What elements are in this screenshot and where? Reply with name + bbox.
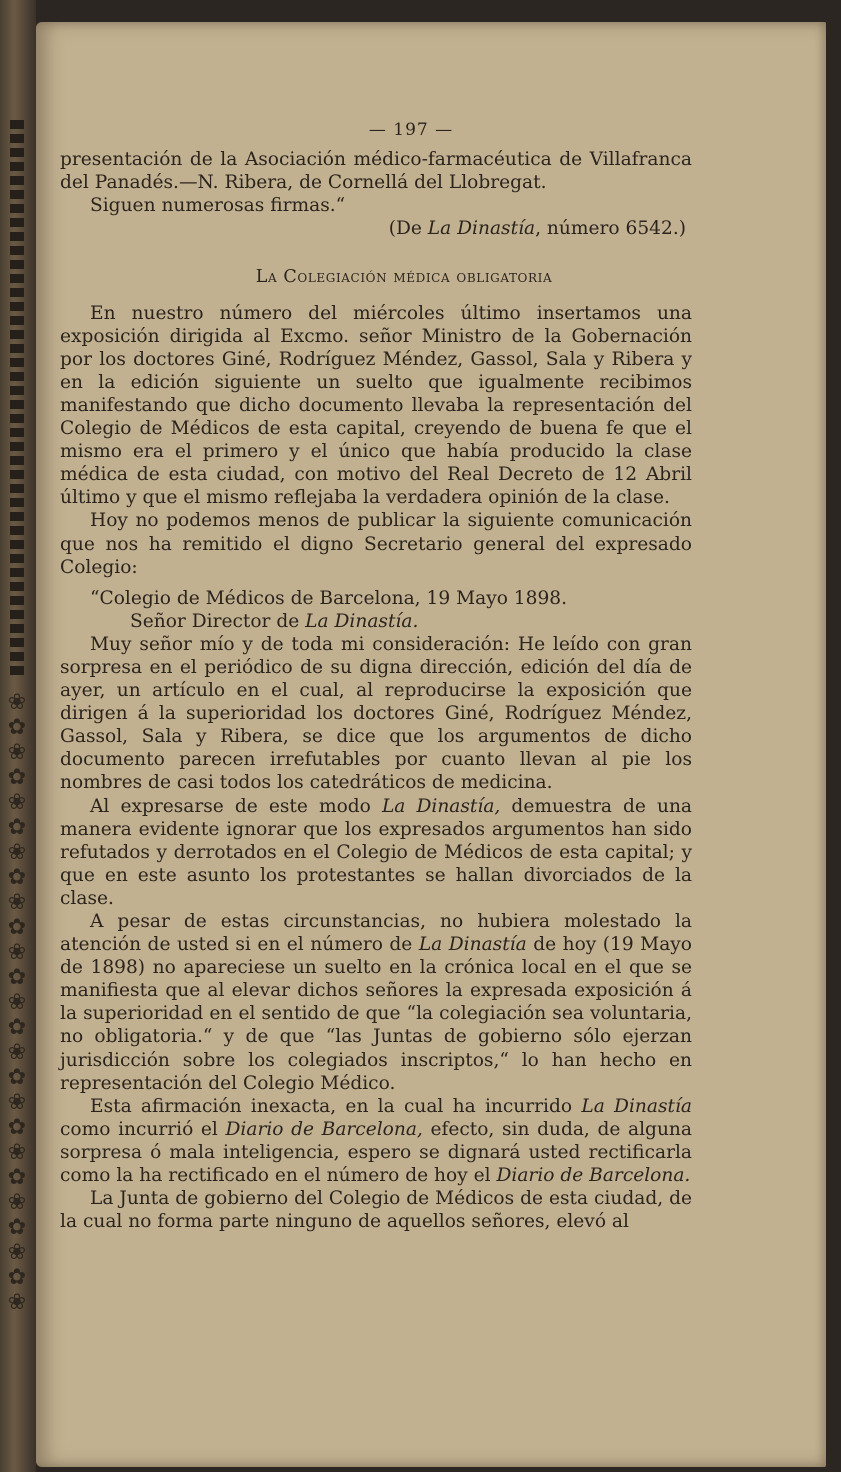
section-heading: La Colegiación médica obligatoria: [255, 267, 553, 288]
page-text-block: [60, 119, 692, 1233]
paragraph-6-paper: La Dinastía,: [381, 795, 501, 817]
letter-addressee: [60, 610, 692, 633]
paragraph-7-paper: La Dinastía: [418, 934, 527, 956]
paragraph-3: En nuestro número del miércoles último insertamos una exposición dirigida al Excmo. señor Ministro de la Gobernación por los doctores Giné, Rodríguez Méndez, Gassol, Sala y Ribera y en la edición siguiente un suelto que igualmente recibimos manifestando que dicho documento llevaba la representación del Colegio de Médicos de esta capital, creyendo de buena fe que el mismo era el primero y el único que había producido la clase médica de esta ciudad, con motivo del Real Decreto de 12 Abril último y que el mismo reflejaba la verdadera opinión de la clase.: [60, 302, 692, 509]
letter-addressee-prefix: Señor Director de: [130, 610, 306, 632]
paragraph-4: Hoy no podemos menos de publicar la siguiente comunicación que nos ha remitido el digno Secretario general del expresado Colegio:: [60, 510, 692, 578]
paragraph-8-paper-2: Diario de Barcelona,: [225, 1118, 423, 1140]
page-number: — 197 —: [368, 120, 454, 140]
letter-addressee-paper: La Dinastía.: [305, 610, 419, 632]
source-paper: La Dinastía: [427, 218, 536, 240]
paragraph-8-paper-3: Diario de Barcelona.: [496, 1165, 691, 1187]
paragraph-8-b: como incurrió el: [60, 1118, 226, 1140]
letter-heading: “Colegio de Médicos de Barcelona, 19 Mayo 1898.: [90, 587, 568, 609]
left-page-edge: [0, 0, 36, 1472]
paragraph-8-paper-1: La Dinastía: [581, 1095, 692, 1117]
book-page: [36, 22, 826, 1467]
paragraph-9: La Junta de gobierno del Colegio de Médicos de esta ciudad, de la cual no forma parte ninguno de aquellos señores, elevó al: [60, 1188, 692, 1233]
paragraph-8-c: efecto, sin duda, de alguna sorpresa ó mala inteligencia, espero se dignará usted rectificarla como la ha rectificado en el número de hoy el: [60, 1118, 692, 1187]
paragraph-8-a: Esta afirmación inexacta, en la cual ha incurrido: [90, 1095, 582, 1117]
paragraph-2: Siguen numerosas firmas.“: [90, 195, 346, 217]
paragraph-6-b: demuestra de una manera evidente ignorar que los expresados argumentos han sido refutados y derrotados en el Colegio de Médicos de esta capital; y que en este asunto los protestantes se hallan divorciados de la clase.: [60, 795, 693, 909]
source-citation: [60, 217, 692, 240]
paragraph-1: presentación de la Asociación médico-farmacéutica de Villafranca del Panadés.—N. Ribera, de Cornellá del Llobregat.: [60, 149, 692, 194]
left-page-dash-ornament: [10, 120, 24, 680]
source-prefix: (De: [388, 218, 428, 240]
paragraph-8: [60, 1095, 692, 1187]
left-page-floral-ornament: ❀ ✿ ❀ ✿ ❀ ✿ ❀ ✿ ❀ ✿ ❀ ✿ ❀ ✿ ❀ ✿ ❀ ✿ ❀ ✿ ❀ ✿ ❀ ✿ ❀: [7, 690, 27, 1315]
paragraph-5: Muy señor mío y de toda mi consideración: He leído con gran sorpresa en el periódico de su digna dirección, edición del día de ayer, un artículo en el cual, al reproducirse la exposición que dirigen á la superioridad los doctores Giné, Rodríguez Méndez, Gassol, Sala y Ribera, se dice que los argumentos de dicho documento parecen irrefutables por cuanto llevan al pie los nombres de casi todos los catedráticos de medicina.: [60, 633, 692, 794]
source-suffix: , número 6542.): [535, 218, 686, 240]
paragraph-6: [60, 795, 692, 910]
paragraph-7-a: A pesar de estas circunstancias, no hubiera molestado la atención de usted si en el número de: [60, 911, 692, 956]
paragraph-7-b: de hoy (19 Mayo de 1898) no apareciese un suelto en la crónica local en el que se manifiesta que al elevar dichos señores la expresada exposición á la superioridad en el sentido de que “la colegiación sea voluntaria, no obligatoria.“ y de que “las Juntas de gobierno sólo ejerzan jurisdicción sobre los colegiados inscriptos,“ lo han hecho en representación del Colegio Médico.: [60, 934, 692, 1094]
paragraph-7: [60, 910, 692, 1095]
paragraph-6-a: Al expresarse de este modo: [90, 795, 382, 817]
